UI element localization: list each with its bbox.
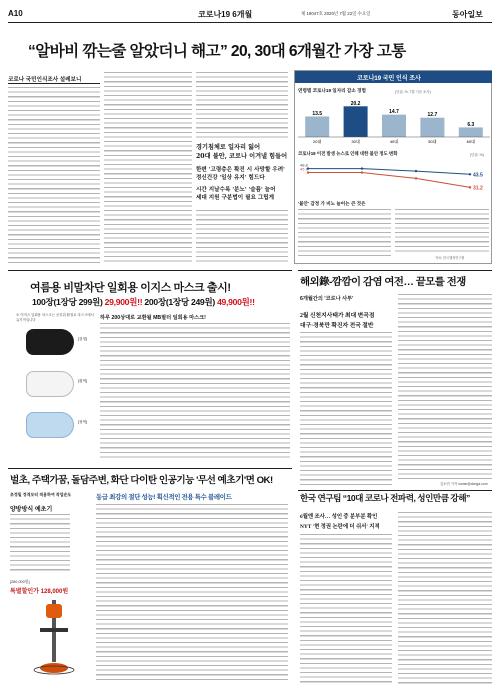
lead-bottom-rule <box>8 270 292 271</box>
pullquote-1 <box>196 143 288 161</box>
chart1-value-label: 13.5 <box>312 110 323 117</box>
chart2-start-label: 48.8 <box>300 162 308 168</box>
mask-ad-title: 여름용 비말차단 일회용 이지스 마스크 출시! <box>30 282 231 294</box>
side-story-body-left <box>298 209 391 259</box>
section-title: 코로나19 6개월 <box>198 10 253 19</box>
chart2-series-line <box>308 169 470 175</box>
trimmer-left-head: 초정밀 정격모터 적용하여 작업순도 <box>10 492 72 497</box>
side-story-body-right <box>395 209 489 253</box>
mask-label-white: [흰색] <box>78 379 87 383</box>
ad-divider <box>8 468 292 469</box>
mask-label-blue: [청색] <box>78 420 87 424</box>
survey-graphic-title-bar <box>295 71 492 83</box>
mask-image-blue <box>26 412 74 438</box>
lead-body-col3-top <box>196 72 288 138</box>
mask-image-black <box>26 329 74 355</box>
chart1-value-label: 14.7 <box>389 109 399 116</box>
chart2-point <box>415 170 417 172</box>
right-story-sub1: 2월 신천지사태가 최대 변곡점 <box>300 313 375 319</box>
lead-body-col3-bottom <box>196 210 288 264</box>
price2-value: 49,900원!! <box>217 297 255 307</box>
lead-body-col1 <box>8 87 100 265</box>
chart1-category-label: 20대 <box>313 139 322 144</box>
chart2-end-label: 43.5 <box>473 172 483 179</box>
mask-label-black: [검정] <box>78 337 87 341</box>
trimmer-left-sub: 양방방식 예초기 <box>10 507 53 513</box>
chart1-value-label: 12.7 <box>427 112 438 119</box>
right-bottom-headline: 한국 연구팀 “10대 코로나 전파력, 성인만큼 강해” <box>300 493 470 503</box>
mask-ad-body-lines <box>100 323 290 461</box>
chart2-point <box>361 171 363 173</box>
right-bottom-sub2: NYT '현 정권 논란에 더 쉬서' 지적 <box>300 524 380 530</box>
issue-date: 제 19047호 2020년 7월 22일 수요일 <box>301 11 371 16</box>
chart1-category-label: 50대 <box>428 139 437 144</box>
chart2-point <box>361 167 363 169</box>
trimmer-handle <box>40 628 68 632</box>
right-mid-rule <box>298 490 492 491</box>
lead-body-col2 <box>104 72 192 264</box>
chart1-category-label: 60대 <box>466 139 475 144</box>
pullquote-1-line2: 20대 불안, 코로나 이겨낼 힘들어 <box>196 153 288 160</box>
right-bottom-sub1: 6월엔 조사… 성인 중 분부분 확인 <box>300 514 378 520</box>
chart2-unit: (단위: %) <box>470 153 484 157</box>
chart1-bar-chart <box>298 93 490 145</box>
trimmer-head <box>40 663 68 673</box>
mask-ad-body <box>100 323 290 461</box>
chart2-line-chart <box>298 158 490 198</box>
pullquote-3-line2: 세대 지원 구분법이 필요 그립게 <box>196 195 275 202</box>
header-rule <box>8 22 492 23</box>
right-top-rule <box>298 270 492 271</box>
right-story-kicker: 6개월간의 '코로나 사투' <box>300 296 354 302</box>
side-source: 자료: 한국행정연구원 <box>435 256 465 260</box>
chart2-start-label: 45.1 <box>300 166 308 172</box>
chart2-end-label: 31.2 <box>473 185 483 192</box>
right-story-headline: 해외錄-깜깜이 감염 여전… 끝모를 전쟁 <box>300 277 466 288</box>
mask-ad-price-row <box>32 296 255 308</box>
chart2-title: 코로나19 이전 발생 뉴스로 인해 대한 불안 정도 변화 <box>298 151 398 156</box>
trimmer-right-text <box>96 504 288 682</box>
pullquote-3-line1: 시간 지날수록 '분노' '슬픔' 늘어 <box>196 187 276 193</box>
right-story-body-col1 <box>300 332 392 486</box>
mask-image-white <box>26 371 74 397</box>
masthead-logo: 동아일보 <box>452 10 483 19</box>
mask-ad-left-note: ※ 이지스 일회용 마스크는 공중위 환절로 마스크에서 유기적입니다 <box>16 313 94 322</box>
lead-headline: “알바비 깎는줄 알았더니 해고” 20, 30대 6개월간 가장 고통 <box>28 43 406 60</box>
chart1-title: 연령별 코로나19 일자리 감소 경험 <box>298 88 366 93</box>
survey-graphic-title: 코로나19 국민 인식 조사 <box>357 76 421 82</box>
chart1-value-label: 6.3 <box>467 121 475 128</box>
price1-label: 100장(1장당 299원) <box>32 297 103 307</box>
pullquote-2 <box>196 166 288 183</box>
chart2-point <box>469 186 471 188</box>
trimmer-right-head: 동급 최강의 절단 성능! 획신적인 전용 특수 블레이드 <box>96 494 232 501</box>
trimmer-price: 특별할인가 128,000원 <box>10 589 69 595</box>
trimmer-ad <box>8 470 292 686</box>
chart1-unit: (단위: %, 7월 기준 조사) <box>395 90 431 94</box>
trimmer-price-label: [280,000원] <box>10 580 30 584</box>
trimmer-motor <box>46 604 62 618</box>
chart2-point <box>415 177 417 179</box>
chart1-bar <box>420 118 444 137</box>
price2-label: 200장(1장당 249원) <box>144 297 215 307</box>
right-story-sub2: 대구·경북만 확진자 전국 절반 <box>300 323 374 329</box>
trimmer-left-text <box>10 514 70 572</box>
chart1-value-label: 20.2 <box>350 100 361 107</box>
side-story-subhead: '불안' 감정 가 비노 늘어는 큰 것은 <box>298 201 366 206</box>
trimmer-product-image <box>20 598 90 682</box>
right-bottom-body-col1 <box>300 534 392 684</box>
chart2-series-line <box>308 173 470 188</box>
right-bottom-body-col2 <box>398 512 492 684</box>
chart2-point <box>469 173 471 175</box>
page-header <box>8 9 492 21</box>
chart2-point <box>307 171 309 173</box>
right-story-byline: 김소민 기자 somin@donga.com <box>440 482 488 486</box>
trimmer-ad-title: 벌초, 주택가꿈, 돌담주변, 화단 다이탄 인공기능 '무선 예초기'면 OK! <box>10 475 273 486</box>
right-story-body-col2 <box>398 294 492 480</box>
chart1-bar <box>459 127 483 137</box>
lead-byline: 코로나 국민인식조사 설레보니 <box>8 77 82 83</box>
pullquote-2-line2: 정신건강 '일상 유지' 힘드다 <box>196 175 265 182</box>
chart1-bar <box>344 106 368 137</box>
survey-graphic-box <box>294 70 492 264</box>
mask-ad-sub: 하루 200상대로 교환될 MB필터 일회용 마스크! <box>100 315 206 321</box>
price1-value: 29,900원!! <box>104 297 143 307</box>
pullquote-2-line1: 한편 '고령층은 확진 시 사망할 우려' <box>196 167 285 173</box>
byline-rule <box>8 83 100 84</box>
pullquote-1-line1: 경기침체로 일자리 잃어 <box>196 144 261 151</box>
page-number: A10 <box>8 9 23 18</box>
chart1-category-label: 40대 <box>389 139 399 144</box>
chart1-bar <box>382 115 406 137</box>
pullquote-3 <box>196 186 288 203</box>
chart1-category-label: 30대 <box>351 139 360 144</box>
chart1-bar <box>305 116 329 137</box>
mask-ad <box>8 275 292 465</box>
